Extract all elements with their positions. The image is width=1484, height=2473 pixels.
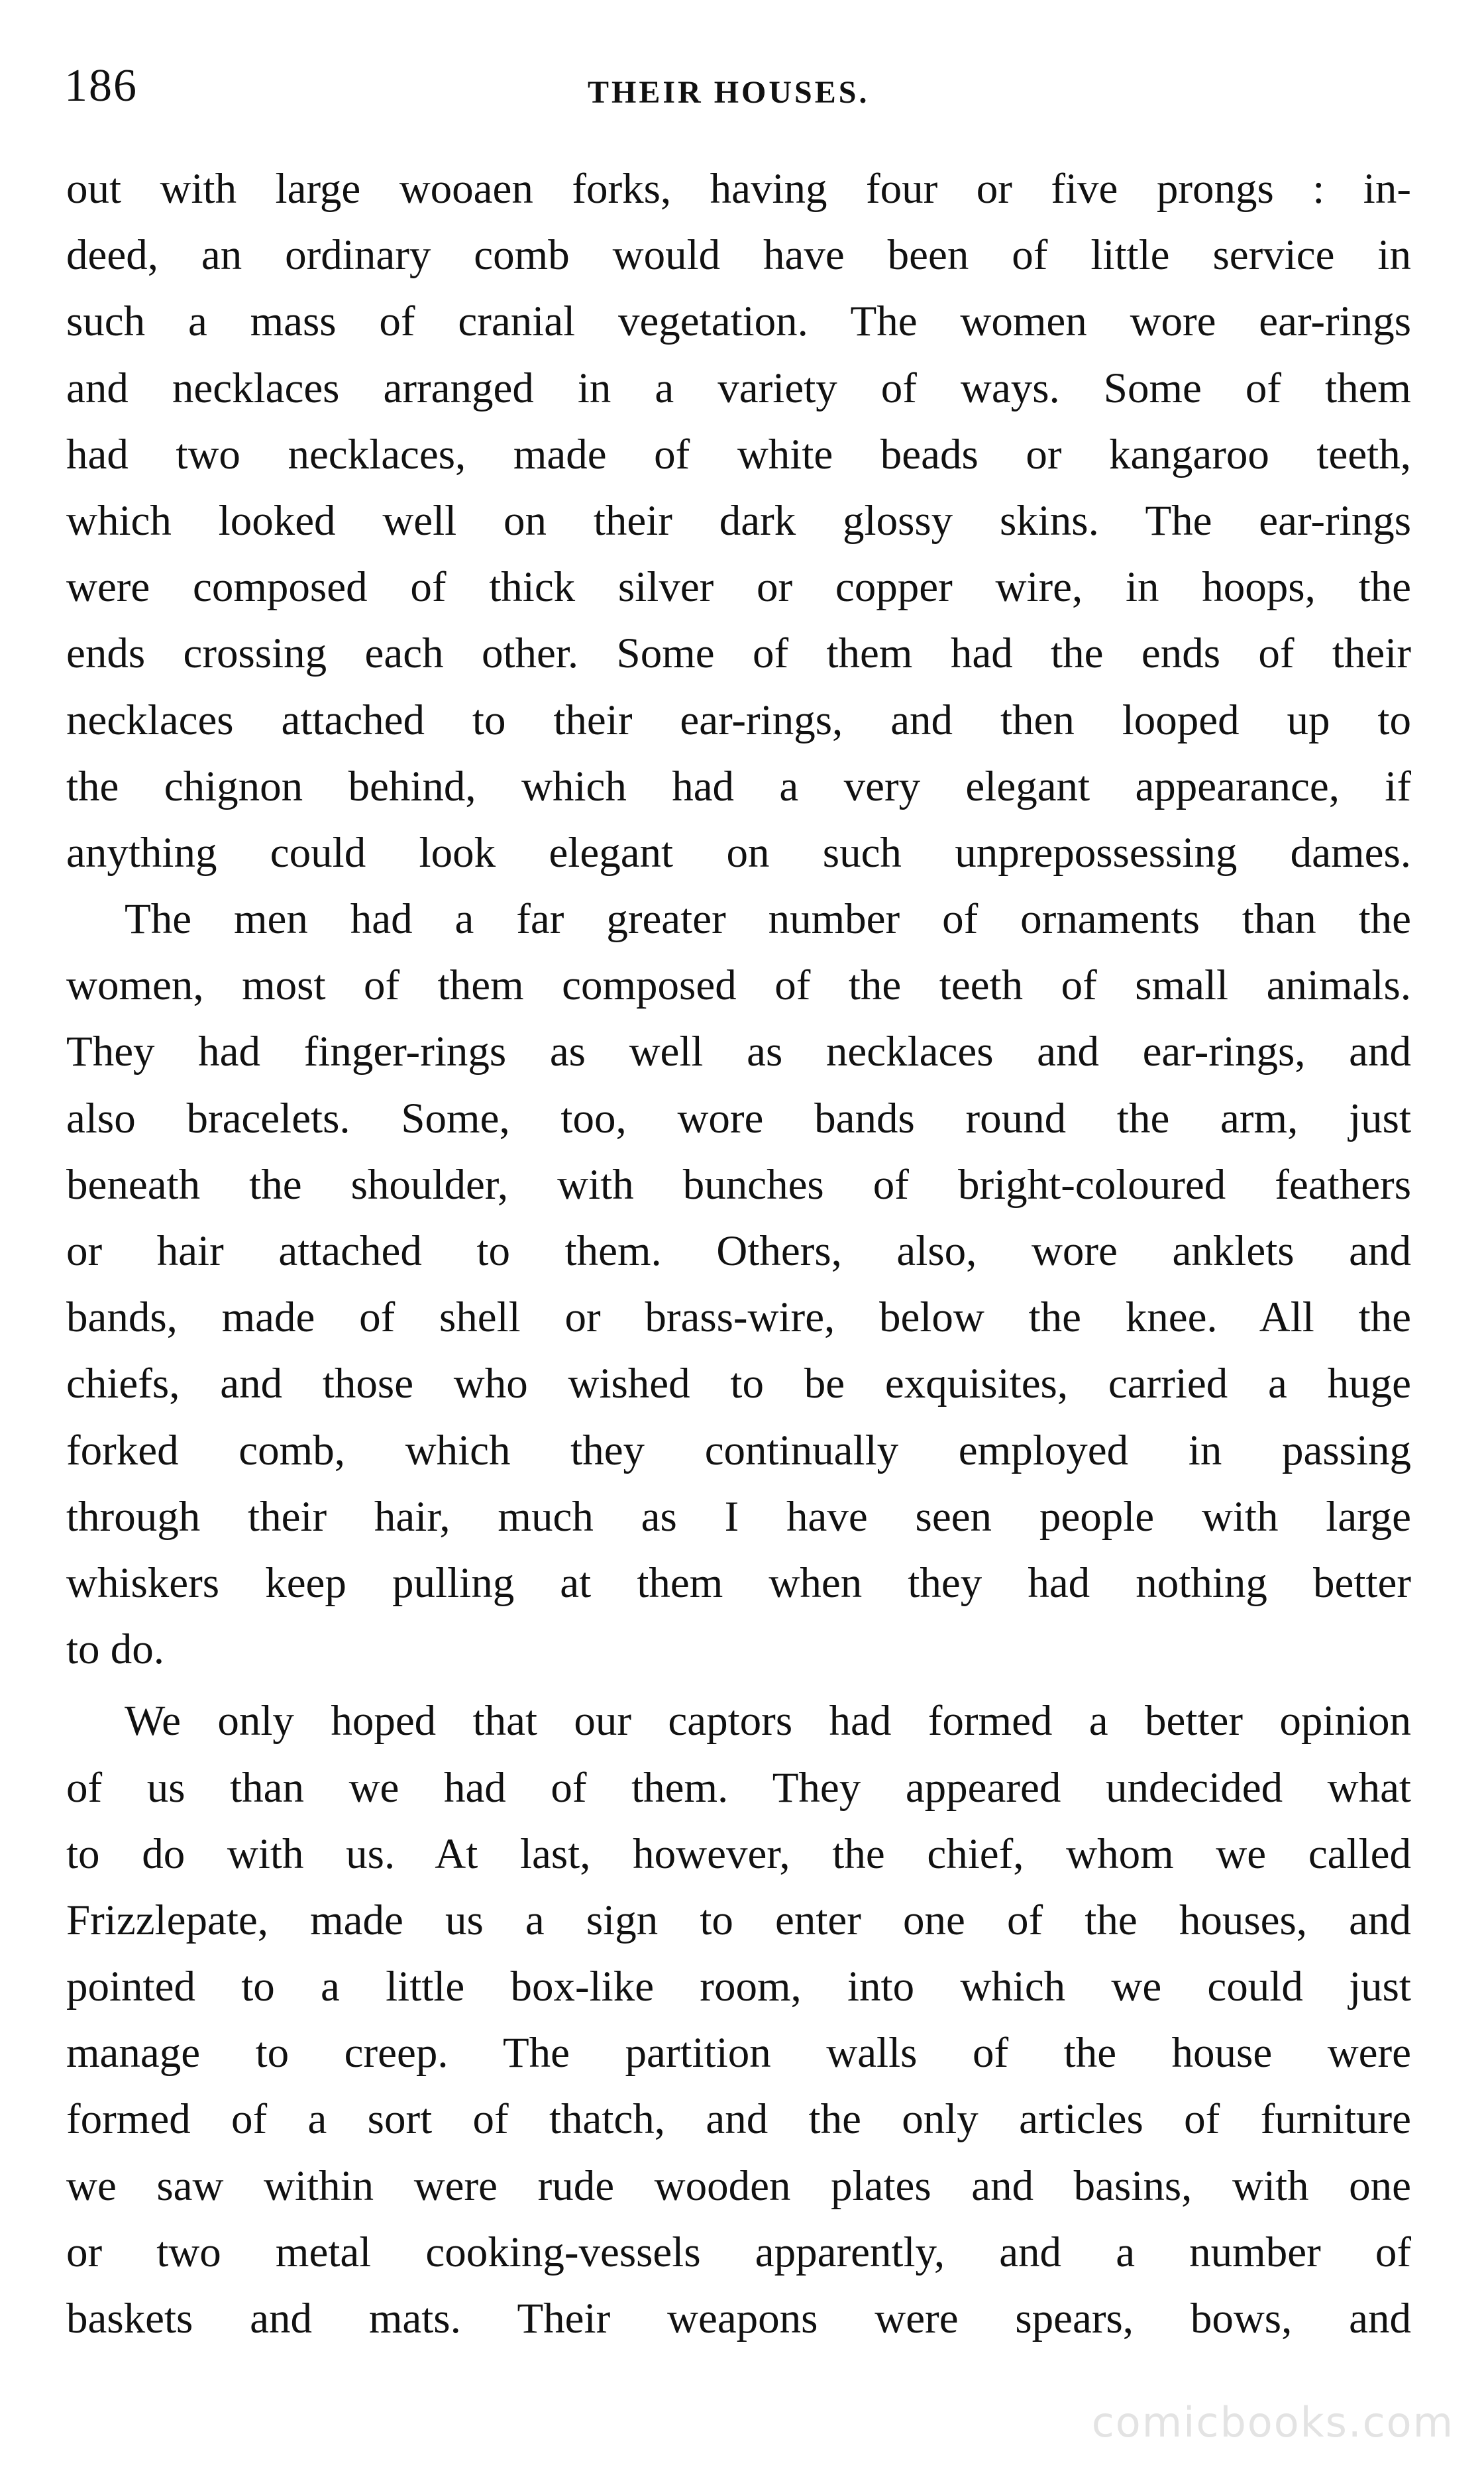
text-line: had two necklaces, made of white beads or kangaroo teeth, [66,430,1411,478]
running-head: THEIR HOUSES. [588,75,870,110]
paragraph-2 [66,886,1411,1682]
text-line: forked comb, which they continually employed in passing [66,1426,1411,1474]
text-line: chiefs, and those who wished to be exquisites, carried a huge [66,1360,1411,1408]
text-line: women, most of them composed of the teeth of small animals. [66,962,1411,1010]
text-line: Frizzlepate, made us a sign to enter one of the houses, and [66,1896,1411,1944]
text-line: They had finger-rings as well as necklaces and ear-rings, and [66,1028,1411,1076]
text-line: whiskers keep pulling at them when they had nothing better [66,1559,1411,1607]
text-line: baskets and mats. Their weapons were spears, bows, and [66,2295,1411,2342]
text-line: also bracelets. Some, too, wore bands round the arm, just [66,1094,1411,1142]
text-line: bands, made of shell or brass-wire, below the knee. All the [66,1293,1411,1342]
text-line: which looked well on their dark glossy skins. The ear-rings [66,496,1411,545]
text-line: beneath the shoulder, with bunches of bright-coloured feathers [66,1160,1411,1209]
text-line: to do. [66,1625,165,1674]
text-line: were composed of thick silver or copper wire, in hoops, the [66,563,1411,612]
page-header [64,53,1403,119]
text-line: We only hoped that our captors had formed a better opinion [125,1697,1411,1745]
text-line: such a mass of cranial vegetation. The women wore ear-rings [66,298,1411,346]
text-line: we saw within were rude wooden plates and basins, with one [66,2162,1411,2210]
paragraph-3 [66,1688,1411,2352]
text-line: necklaces attached to their ear-rings, and then looped up to [66,696,1411,744]
text-line: or two metal cooking-vessels apparently, and a number of [66,2228,1411,2276]
text-line: to do with us. At last, however, the chief, whom we called [66,1830,1411,1878]
body-text [66,156,1411,2352]
text-line: the chignon behind, which had a very elegant appearance, if [66,762,1411,810]
text-line: anything could look elegant on such unprepossessing dames. [66,828,1411,877]
text-line: out with large wooaen forks, having four or five prongs : in- [66,165,1411,213]
text-line: The men had a far greater number of ornaments than the [125,895,1411,944]
text-line: deed, an ordinary comb would have been of little service in [66,231,1411,280]
text-line: or hair attached to them. Others, also, wore anklets and [66,1227,1411,1275]
text-line: through their hair, much as I have seen people with large [66,1492,1411,1541]
text-line: of us than we had of them. They appeared undecided what [66,1763,1411,1812]
watermark: comicbooks.com [1091,2398,1454,2446]
text-line: ends crossing each other. Some of them had the ends of their [66,630,1411,678]
text-line: and necklaces arranged in a variety of ways. Some of them [66,364,1411,412]
paragraph-1 [66,156,1411,886]
text-line: formed of a sort of thatch, and the only articles of furniture [66,2095,1411,2144]
text-line: pointed to a little box-like room, into which we could just [66,1963,1411,2011]
page-number: 186 [64,60,138,111]
text-line: manage to creep. The partition walls of the house were [66,2029,1411,2077]
